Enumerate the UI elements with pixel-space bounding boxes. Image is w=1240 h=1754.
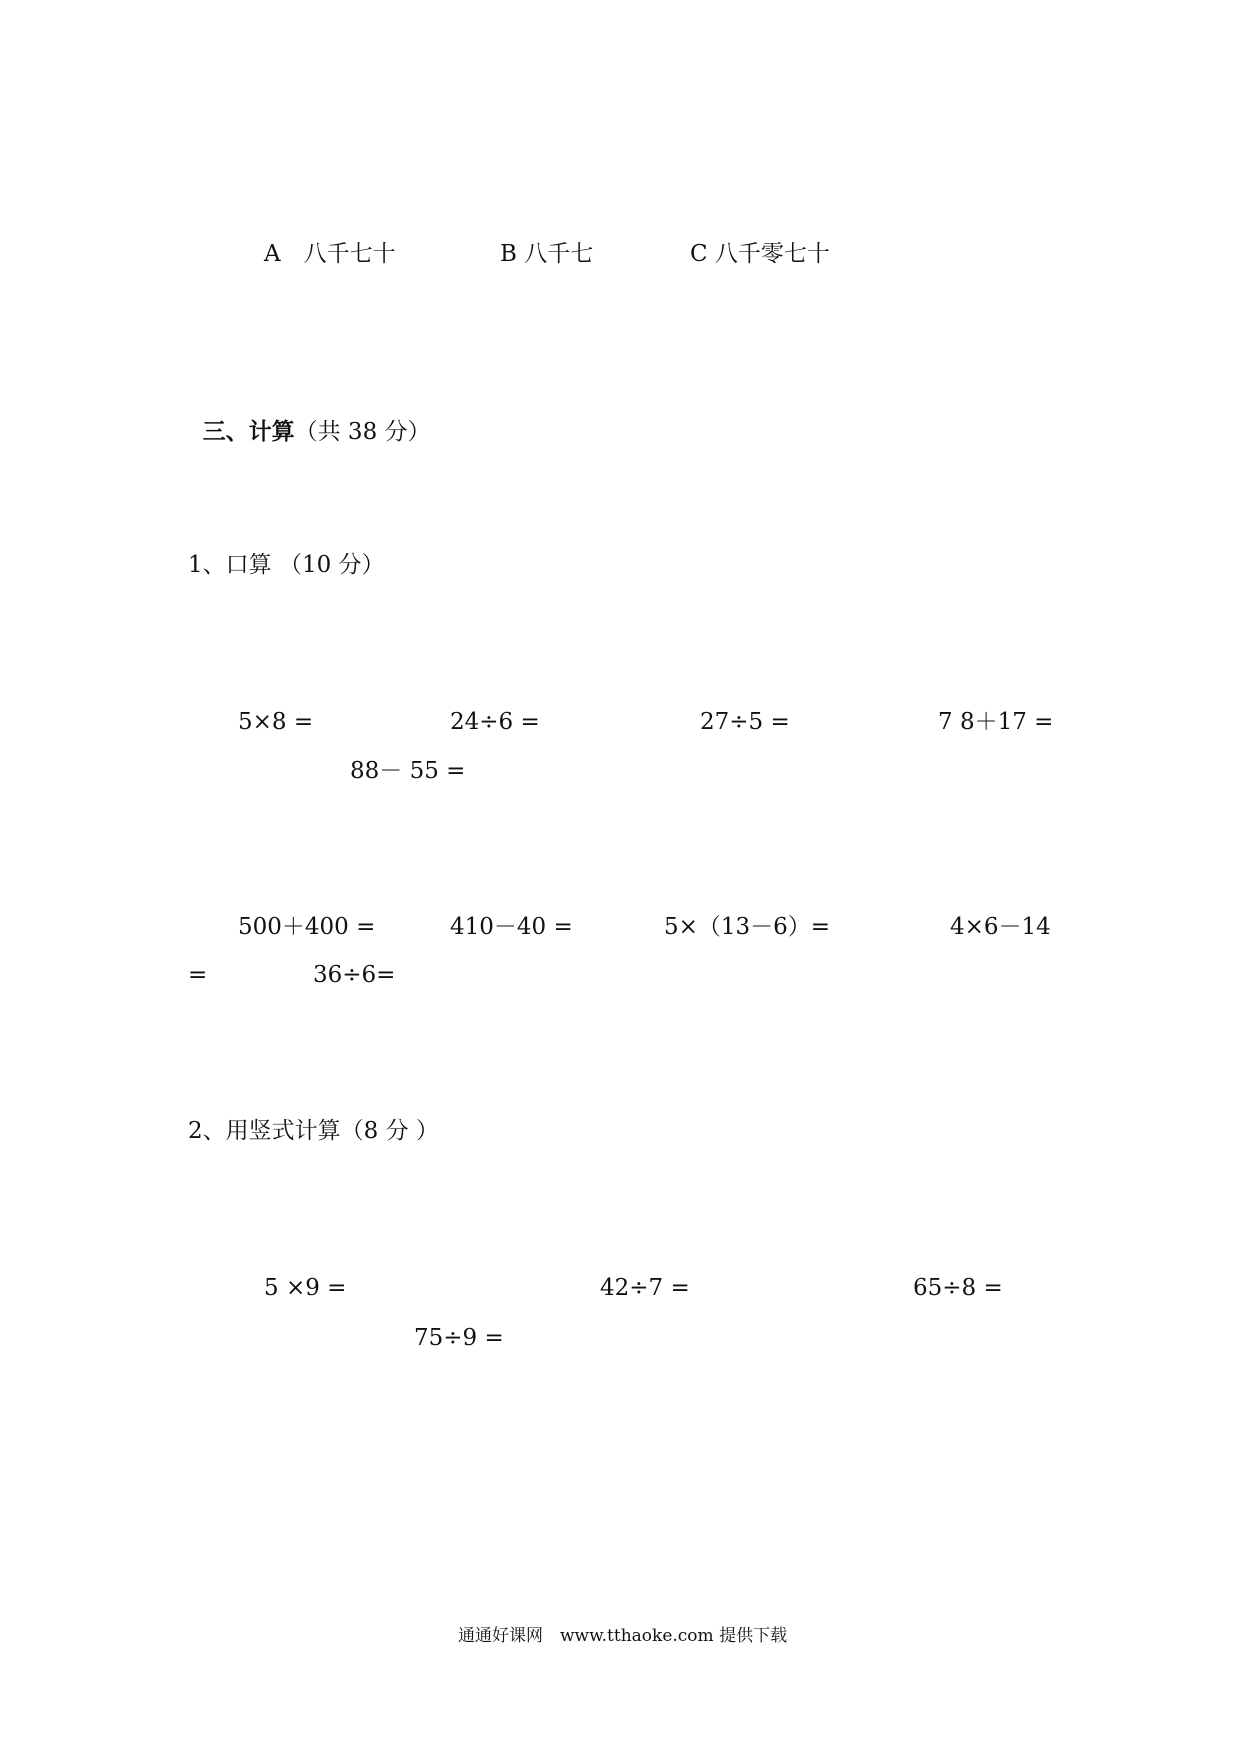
section-heading <box>188 397 431 444</box>
vertical-calc-item: 5 ×9 = <box>264 1275 347 1301</box>
choice-a: A 八千七十 <box>264 241 396 267</box>
vertical-calc-item: 65÷8 = <box>913 1275 1003 1301</box>
page-footer: 通通好课网 www.tthaoke.com 提供下载 <box>458 1626 788 1646</box>
calc-item: 27÷5 = <box>700 709 790 735</box>
calc-item: 410－40 = <box>450 914 573 940</box>
choice-b: B 八千七 <box>500 241 594 267</box>
section-heading-main: 三、计算 <box>202 418 295 445</box>
section-heading-points: （共 38 分） <box>294 419 431 445</box>
question-2-title: 2、用竖式计算（8 分 ） <box>188 1118 439 1144</box>
calc-item-equals: = <box>188 962 208 988</box>
calc-item: 36÷6= <box>313 962 396 988</box>
calc-item: 5×8 = <box>238 709 314 735</box>
calc-item: 7 8＋17 = <box>938 709 1054 735</box>
question-1-title: 1、口算 （10 分） <box>188 552 385 578</box>
calc-item: 5×（13－6）= <box>664 914 831 940</box>
calc-item: 4×6－14 <box>950 914 1051 940</box>
calc-item: 24÷6 = <box>450 709 540 735</box>
calc-item: 88－ 55 = <box>350 758 466 784</box>
vertical-calc-item: 75÷9 = <box>414 1325 504 1351</box>
choice-c: C 八千零七十 <box>690 241 830 267</box>
calc-item: 500＋400 = <box>238 914 376 940</box>
vertical-calc-item: 42÷7 = <box>600 1275 690 1301</box>
